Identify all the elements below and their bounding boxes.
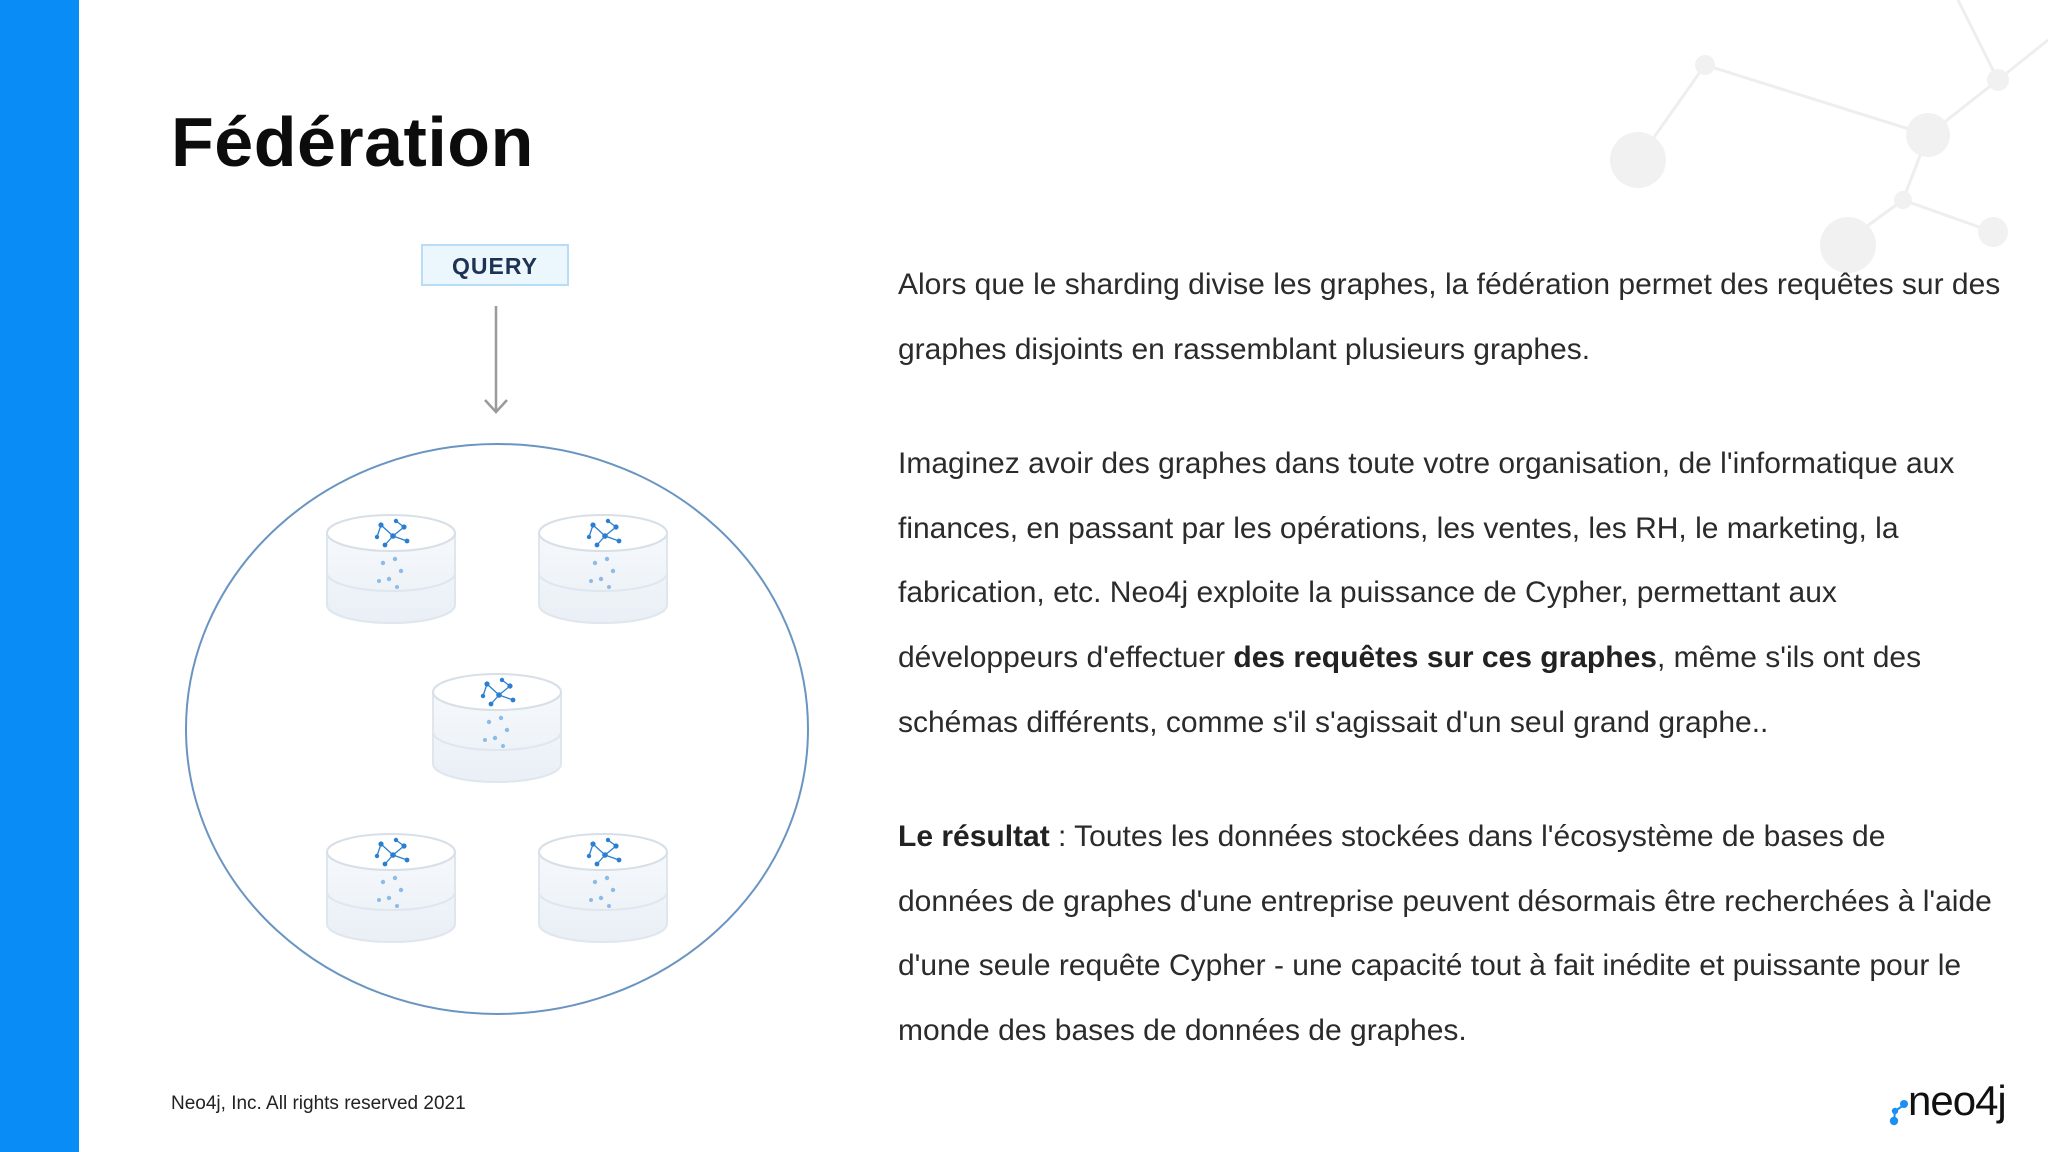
- content-text: [898, 253, 2008, 1114]
- graph-database-2: [539, 515, 667, 623]
- federation-diagram: [170, 235, 830, 1025]
- paragraph-organisation-text: Imaginez avoir des graphes dans toute votre organisation, de l'informatique aux finances, en passant par les opérations, les ventes, les RH, le marketing, la fabrication, etc. Neo4j exploite la puissance de Cypher, permettant aux développeurs d'effectuer: [898, 447, 1955, 674]
- graph-database-3: [433, 674, 561, 782]
- paragraph-result: [898, 805, 2008, 1063]
- logo-wordmark: neo4j: [1908, 1077, 2006, 1124]
- graph-database-5: [539, 834, 667, 942]
- paragraph-sharding: Alors que le sharding divise les graphes, la fédération permet des requêtes sur des graphes disjoints en rassemblant plusieurs graphes.: [898, 268, 2001, 366]
- copyright-footer: Neo4j, Inc. All rights reserved 2021: [171, 1093, 466, 1114]
- paragraph-organisation-end: , même s'ils ont des schémas différents, comme s'il s'agissait d'un seul grand graphe..: [898, 640, 1922, 739]
- paragraph-organisation-bold: des requêtes sur ces graphes: [1233, 640, 1657, 674]
- query-label-box: QUERY: [421, 244, 569, 286]
- left-accent-bar: [0, 0, 79, 1152]
- slide-title: Fédération: [171, 103, 534, 181]
- paragraph-organisation: [898, 432, 2008, 755]
- result-label: Le résultat: [898, 820, 1050, 854]
- graph-database-4: [327, 834, 455, 942]
- result-text: : Toutes les données stockées dans l'écosystème de bases de données de graphes d'une entreprise peuvent désormais être recherchées à l'aide d'une seule requête Cypher - une capacité tout à fait inédite et puissante pour le monde des bases de données de graphes.: [898, 820, 1992, 1047]
- graph-database-1: [327, 515, 455, 623]
- neo4j-logo: [1888, 1079, 2018, 1129]
- federation-svg: [170, 235, 830, 1025]
